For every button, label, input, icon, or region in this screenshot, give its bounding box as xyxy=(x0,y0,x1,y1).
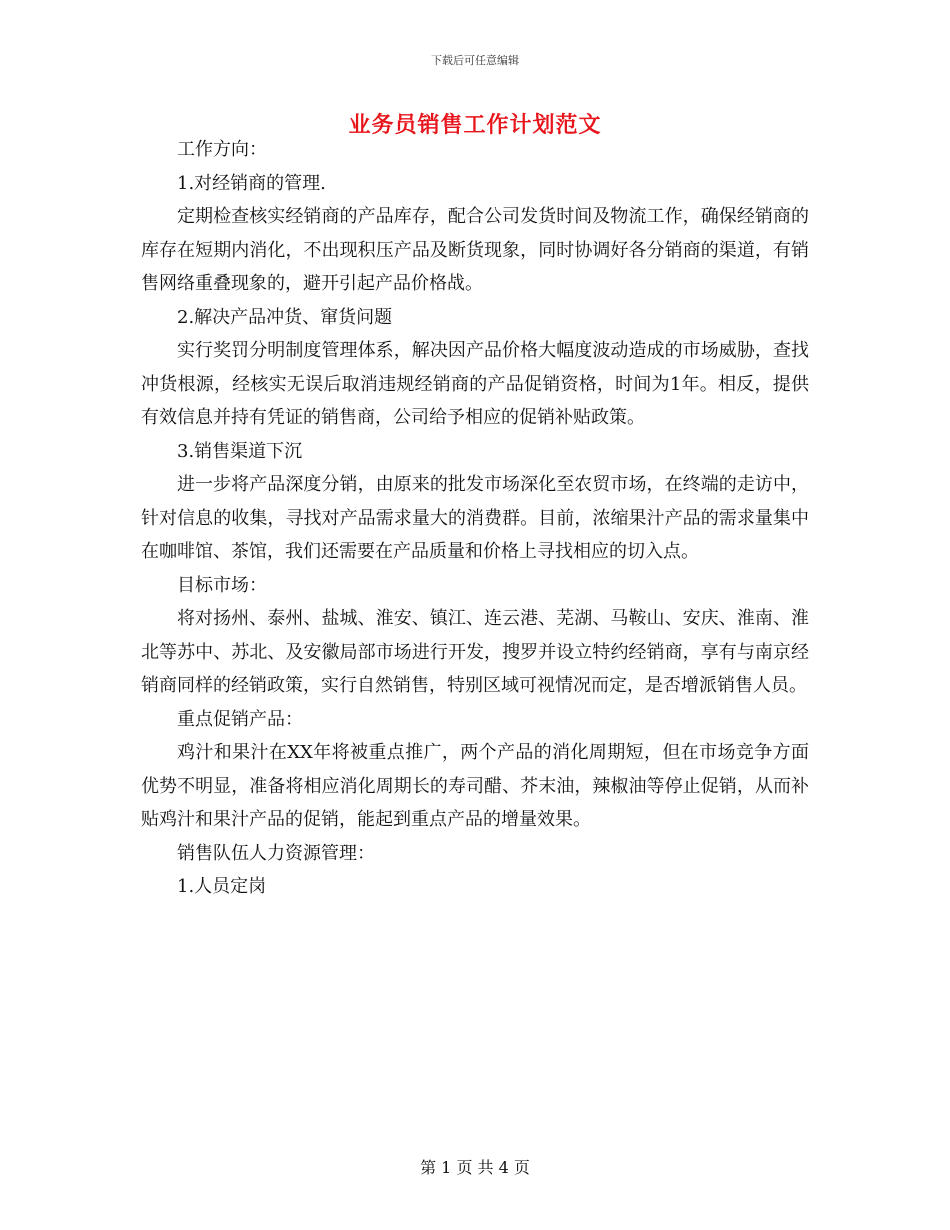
section-heading-work-direction: 工作方向： xyxy=(177,139,267,160)
section-heading-hr-management: 销售队伍人力资源管理： xyxy=(177,842,375,864)
page-footer: 第 1 页 共 4 页 xyxy=(420,1158,530,1177)
paragraph-target-market: 将对扬州、泰州、盐城、淮安、镇江、连云港、芜湖、马鞍山、安庆、淮南、淮北等苏中、苏北、及安徽局部市场进行开发，搜罗并设立特约经销商，享有与南京经销商同样的经销政策，实行自然销售，特别区域可视情况而定，是否增派销售人员。 xyxy=(141,608,809,696)
document-title: 业务员销售工作计划范文 xyxy=(348,112,602,138)
subheading-channel-sinking: 3.销售渠道下沉 xyxy=(177,440,303,462)
subheading-staffing: 1.人员定岗 xyxy=(177,876,267,897)
section-heading-key-products: 重点促销产品： xyxy=(177,708,303,730)
paragraph-cross-selling: 实行奖罚分明制度管理体系，解决因产品价格大幅度波动造成的市场威胁，查找冲货根源，经核实无误后取消违规经销商的产品促销资格，时间为1年。相反，提供有效信息并持有凭证的销售商，公司给予相应的促销补贴政策。 xyxy=(141,340,809,428)
paragraph-dealer-management: 定期检查核实经销商的产品库存，配合公司发货时间及物流工作，确保经销商的库存在短期内消化，不出现积压产品及断货现象，同时协调好各分销商的渠道，有销售网络重叠现象的，避开引起产品价格战。 xyxy=(141,206,809,294)
section-heading-target-market: 目标市场： xyxy=(177,574,267,596)
subheading-cross-selling: 2.解决产品冲货、窜货问题 xyxy=(177,306,393,328)
document-body xyxy=(141,133,809,904)
subheading-dealer-management: 1.对经销商的管理. xyxy=(177,172,326,194)
paragraph-channel-sinking: 进一步将产品深度分销，由原来的批发市场深化至农贸市场，在终端的走访中，针对信息的收集，寻找对产品需求量大的消费群。目前，浓缩果汁产品的需求量集中在咖啡馆、茶馆，我们还需要在产品质量和价格上寻找相应的切入点。 xyxy=(141,474,809,562)
page-header: 下载后可任意编辑 xyxy=(431,54,519,67)
paragraph-key-products: 鸡汁和果汁在XX年将被重点推广，两个产品的消化周期短，但在市场竞争方面优势不明显，准备将相应消化周期长的寿司醋、芥末油，辣椒油等停止促销，从而补贴鸡汁和果汁产品的促销，能起到重点产品的增量效果。 xyxy=(141,742,809,830)
